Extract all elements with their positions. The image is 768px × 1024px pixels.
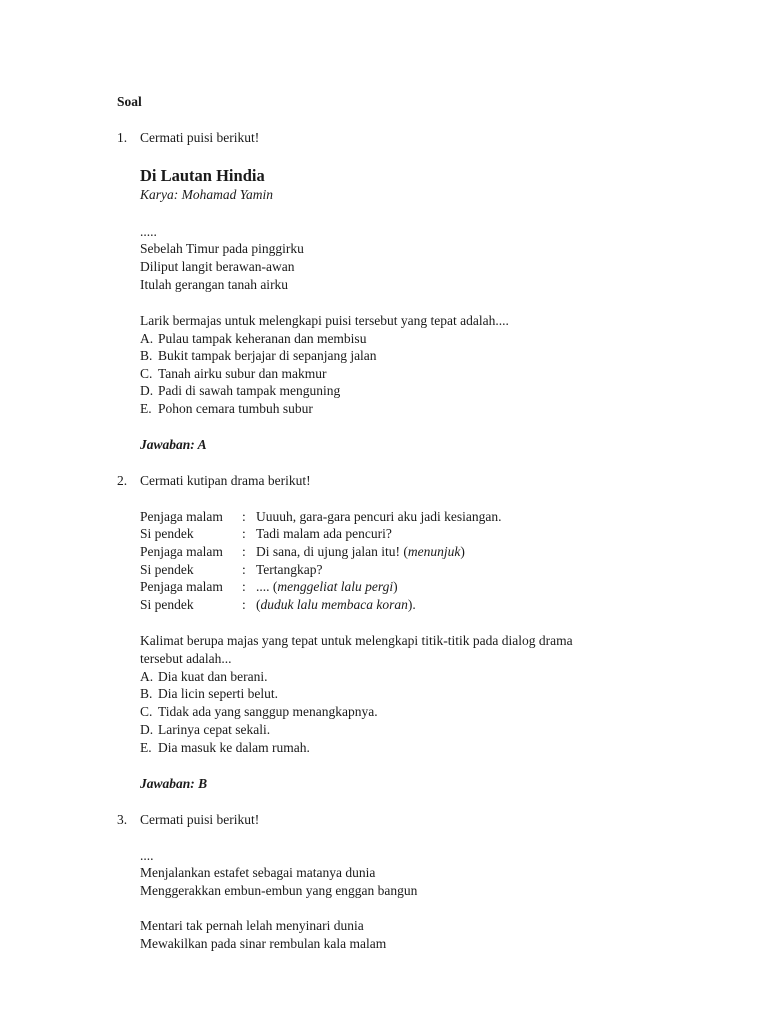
option-text: Dia masuk ke dalam rumah. <box>158 740 310 755</box>
option-letter: D. <box>140 383 154 398</box>
dialog-speaker: Penjaga malam <box>140 544 223 559</box>
q1-prompt: Cermati puisi berikut! <box>140 130 260 145</box>
dialog-text-end: ) <box>460 544 465 559</box>
poem-line: Itulah gerangan tanah airku <box>140 277 289 292</box>
dialog-colon: : <box>242 562 246 577</box>
option-letter: D. <box>140 722 154 737</box>
dialog-row <box>140 525 392 543</box>
option-letter: C. <box>140 366 153 381</box>
dialog-row <box>140 543 465 561</box>
dialog-text-end: ). <box>407 597 416 612</box>
dialog-speaker: Penjaga malam <box>140 509 223 524</box>
option-text: Pulau tampak keheranan dan membisu <box>158 331 367 346</box>
option-text: Larinya cepat sekali. <box>158 722 271 737</box>
q2-answer: Jawaban: B <box>140 776 208 791</box>
stage-direction: menunjuk <box>407 544 461 559</box>
option-text: Dia licin seperti belut. <box>158 686 278 701</box>
option-letter: A. <box>140 669 154 684</box>
q2-prompt: Cermati kutipan drama berikut! <box>140 473 311 488</box>
option-letter: B. <box>140 348 153 363</box>
dialog-speaker: Si pendek <box>140 526 194 541</box>
poem-author: Karya: Mohamad Yamin <box>140 187 274 202</box>
q3-number: 3. <box>117 812 128 827</box>
q2-question-line: tersebut adalah... <box>140 651 232 666</box>
option-text: Dia kuat dan berani. <box>158 669 268 684</box>
stage-direction: duduk lalu membaca koran <box>260 597 408 612</box>
q2-option-a <box>140 668 267 686</box>
q1-option-a <box>140 330 366 348</box>
option-letter: B. <box>140 686 153 701</box>
dialog-text: .... ( <box>256 579 278 594</box>
stage-direction: menggeliat lalu pergi <box>277 579 394 594</box>
q1-option-b <box>140 347 377 365</box>
option-text: Tanah airku subur dan makmur <box>158 366 327 381</box>
dialog-text-end: ) <box>393 579 398 594</box>
dialog-row <box>140 508 502 526</box>
poem-line: Mentari tak pernah lelah menyinari dunia <box>140 918 364 933</box>
dialog-row <box>140 596 416 614</box>
q2-option-c <box>140 703 378 721</box>
q1-option-c <box>140 365 327 383</box>
poem-line: Menggerakkan embun-embun yang enggan bangun <box>140 883 418 898</box>
dialog-text: Tadi malam ada pencuri? <box>256 526 392 541</box>
q1-question: Larik bermajas untuk melengkapi puisi tersebut yang tepat adalah.... <box>140 313 509 328</box>
dialog-speaker: Penjaga malam <box>140 579 223 594</box>
dialog-colon: : <box>242 544 246 559</box>
option-text: Padi di sawah tampak menguning <box>158 383 341 398</box>
poem-line: .... <box>140 848 154 863</box>
dialog-colon: : <box>242 526 246 541</box>
dialog-text: ( <box>256 597 261 612</box>
option-letter: A. <box>140 331 154 346</box>
dialog-row <box>140 561 323 579</box>
dialog-speaker: Si pendek <box>140 562 194 577</box>
q2-question-line: Kalimat berupa majas yang tepat untuk melengkapi titik-titik pada dialog drama <box>140 633 573 648</box>
q1-option-d <box>140 382 340 400</box>
dialog-text: Uuuuh, gara-gara pencuri aku jadi kesiangan. <box>256 509 502 524</box>
q1-answer: Jawaban: A <box>140 437 207 452</box>
poem-line: Diliput langit berawan-awan <box>140 259 295 274</box>
q1-option-e <box>140 400 313 418</box>
poem-line: Mewakilkan pada sinar rembulan kala malam <box>140 936 387 951</box>
q2-option-d <box>140 721 270 739</box>
option-letter: E. <box>140 740 152 755</box>
option-text: Tidak ada yang sanggup menangkapnya. <box>158 704 378 719</box>
dialog-text: Di sana, di ujung jalan itu! ( <box>256 544 408 559</box>
dialog-colon: : <box>242 509 246 524</box>
q2-option-e <box>140 739 310 757</box>
poem-line: ..... <box>140 224 157 239</box>
poem-title: Di Lautan Hindia <box>140 166 265 185</box>
option-letter: E. <box>140 401 152 416</box>
q2-number: 2. <box>117 473 128 488</box>
option-letter: C. <box>140 704 153 719</box>
q2-option-b <box>140 685 278 703</box>
option-text: Bukit tampak berjajar di sepanjang jalan <box>158 348 377 363</box>
dialog-speaker: Si pendek <box>140 597 194 612</box>
q1-number: 1. <box>117 130 128 145</box>
section-heading: Soal <box>117 94 142 109</box>
poem-line: Menjalankan estafet sebagai matanya dunia <box>140 865 376 880</box>
dialog-colon: : <box>242 597 246 612</box>
dialog-row <box>140 578 398 596</box>
poem-line: Sebelah Timur pada pinggirku <box>140 241 304 256</box>
q3-prompt: Cermati puisi berikut! <box>140 812 260 827</box>
dialog-colon: : <box>242 579 246 594</box>
dialog-text: Tertangkap? <box>256 562 323 577</box>
option-text: Pohon cemara tumbuh subur <box>158 401 313 416</box>
